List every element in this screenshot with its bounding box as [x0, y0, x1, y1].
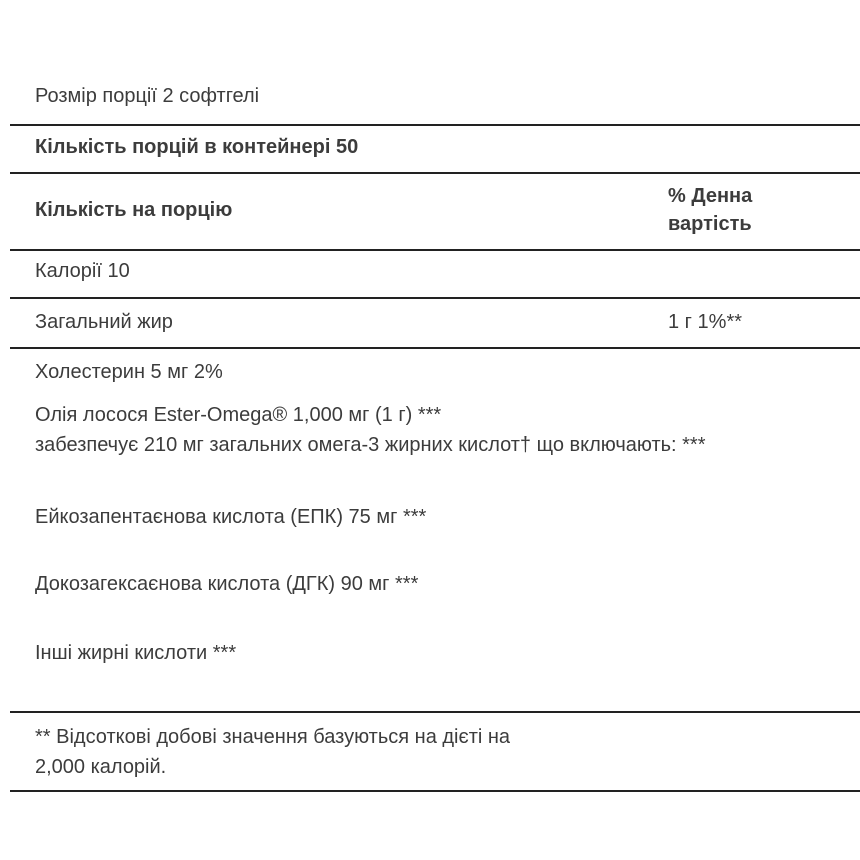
- divider: [10, 172, 860, 174]
- amount-per-serving-label: Кількість на порцію: [35, 199, 233, 221]
- daily-value-label-line2: вартість: [668, 213, 752, 235]
- salmon-oil-line2: забезпечує 210 мг загальних омега-3 жирних кислот† що включають: ***: [35, 434, 706, 456]
- divider: [10, 347, 860, 349]
- footnote-line1: ** Відсоткові добові значення базуються на дієті на: [35, 726, 511, 748]
- divider: [10, 711, 860, 713]
- serving-size: [10, 85, 860, 108]
- calories-text: Калорії 10: [35, 260, 130, 282]
- divider: [10, 124, 860, 126]
- cholesterol-text: Холестерин 5 мг 2%: [35, 361, 223, 383]
- servings-per-container-text: Кількість порцій в контейнері 50: [35, 136, 359, 158]
- daily-value-header: [668, 182, 752, 238]
- divider: [10, 297, 860, 299]
- total-fat-value: [668, 311, 742, 334]
- epa-row: [10, 506, 860, 529]
- total-fat-label: Загальний жир: [35, 311, 173, 333]
- other-fatty-acids-text: Інші жирні кислоти ***: [35, 642, 237, 664]
- calories-row: [10, 260, 860, 283]
- footnote-line2: 2,000 калорій.: [35, 756, 167, 778]
- cholesterol-row: [10, 361, 860, 384]
- divider: [10, 249, 860, 251]
- footnote: [10, 722, 860, 782]
- epa-text: Ейкозапентаєнова кислота (ЕПК) 75 мг ***: [35, 506, 427, 528]
- serving-size-text: Розмір порції 2 софтгелі: [35, 85, 260, 107]
- dha-row: [10, 573, 860, 596]
- dha-text: Докозагексаєнова кислота (ДГК) 90 мг ***: [35, 573, 419, 595]
- salmon-oil-row: [10, 400, 860, 460]
- servings-per-container: [10, 136, 860, 159]
- salmon-oil-line1: Олія лосося Ester-Omega® 1,000 мг (1 г) ***: [35, 404, 442, 426]
- divider: [10, 790, 860, 792]
- total-fat-value-text: 1 г 1%**: [668, 311, 743, 333]
- other-fatty-acids-row: [10, 642, 860, 665]
- daily-value-label-line1: % Денна: [668, 185, 753, 207]
